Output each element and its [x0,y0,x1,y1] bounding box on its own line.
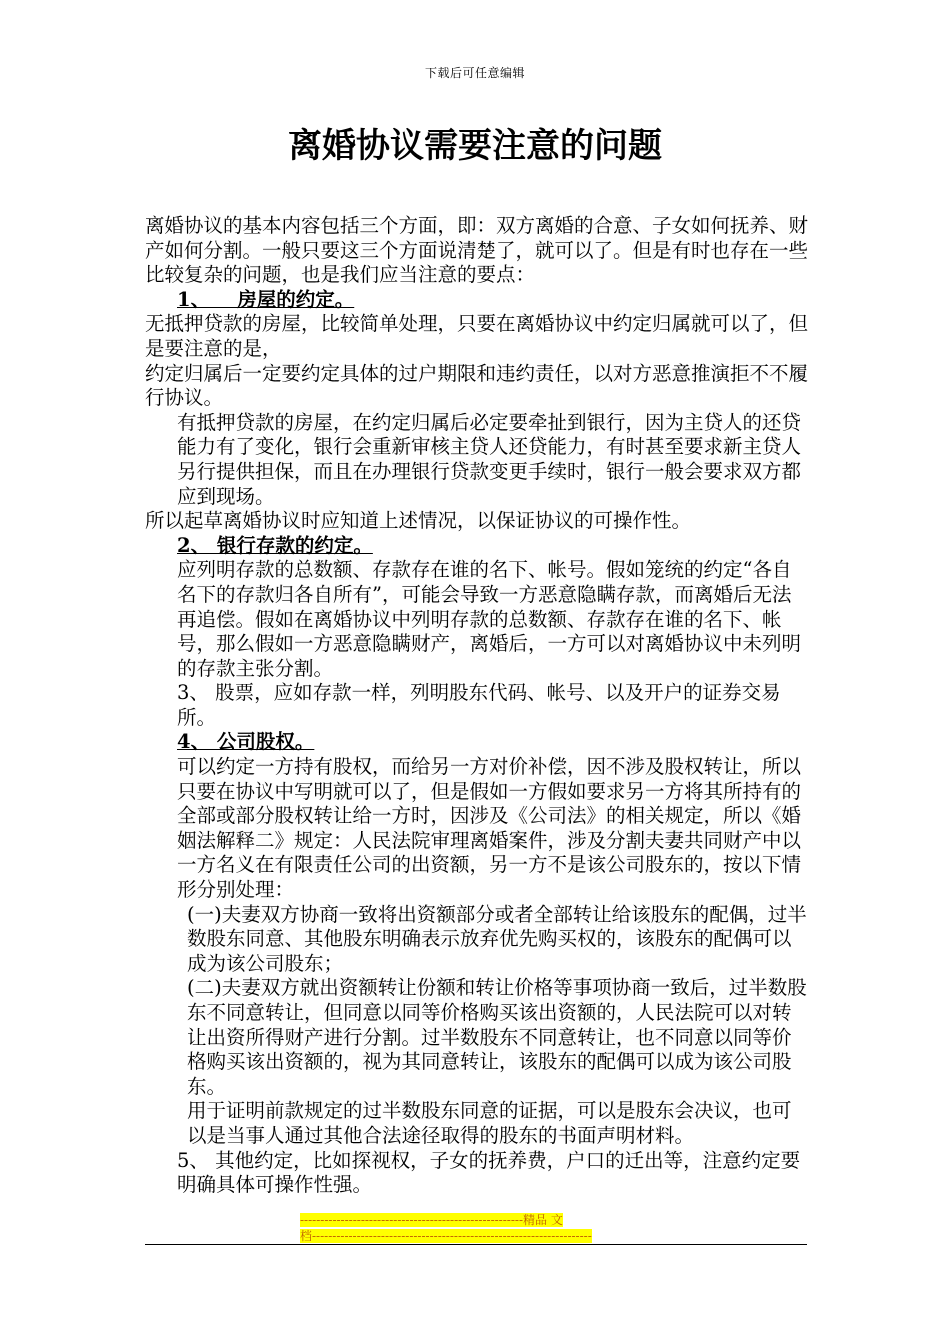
paragraph: 无抵押贷款的房屋，比较简单处理，只要在离婚协议中约定归属就可以了，但是要注意的是， [145,312,809,360]
section-heading-house: 1、 房屋的约定。 [177,287,355,311]
page-title: 离婚协议需要注意的问题 [288,126,662,166]
paragraph: 可以约定一方持有股权，而给另一方对价补偿，因不涉及股权转让，所以只要在协议中写明就可以了，但是假如一方假如要求另一方将其所持有的全部或部分股权转让给一方时，因涉及《公司法》的相关规定，所以《婚姻法解释二》规定：人民法院审理离婚案件，涉及分割夫妻共同财产中以一方名义在有限责任公司的出资额，另一方不是该公司股东的，按以下情形分别处理： [177,755,802,902]
paragraph-stocks: 3、 股票，应如存款一样，列明股东代码、帐号、以及开户的证券交易所。 [177,681,781,729]
paragraph: 用于证明前款规定的过半数股东同意的证据，可以是股东会决议，也可以是当事人通过其他合法途径取得的股东的书面声明材料。 [187,1099,792,1147]
paragraph: 所以起草离婚协议时应知道上述情况，以保证协议的可操作性。 [145,509,692,533]
paragraph: 有抵押贷款的房屋，在约定归属后必定要牵扯到银行，因为主贷人的还贷能力有了变化，银行会重新审核主贷人还贷能力，有时甚至要求新主贷人另行提供担保，而且在办理银行贷款变更手续时，银行一般会要求双方都应到现场。 [177,410,802,508]
header-note: 下载后可任意编辑 [424,66,525,80]
footer-rule [145,1244,807,1245]
paragraph: 离婚协议的基本内容包括三个方面，即：双方离婚的合意、子女如何抚养、财产如何分割。一般只要这三个方面说清楚了，就可以了。但是有时也存在一些比较复杂的问题，也是我们应当注意的要点： [145,214,809,287]
section-heading-equity: 4、 公司股权。 [177,730,315,754]
footer-note [300,1212,650,1244]
footer-line-2: 档--------------------------------------------------------------------- [300,1229,592,1243]
section-heading-deposit: 2、 银行存款的约定。 [177,533,373,557]
paragraph-other: 5、 其他约定，比如探视权，子女的抚养费，户口的迁出等，注意约定要明确具体可操作性强。 [177,1148,801,1197]
document-body [145,214,810,1198]
paragraph: (一)夫妻双方协商一致将出资额部分或者全部转让给该股东的配偶，过半数股东同意、其他股东明确表示放弃优先购买权的，该股东的配偶可以成为该公司股东； [187,902,807,975]
paragraph: 约定归属后一定要约定具体的过户期限和违约责任，以对方恶意推演拒不不履行协议。 [145,361,809,410]
paragraph: 应列明存款的总数额、存款存在谁的名下、帐号。假如笼统的约定“各自名下的存款归各自所有”，可能会导致一方恶意隐瞒存款，而离婚后无法再追偿。假如在离婚协议中列明存款的总数额、存款存在谁的名下、帐号，那么假如一方恶意隐瞒财产，离婚后，一方可以对离婚协议中未列明的存款主张分割。 [177,558,802,680]
paragraph: (二)夫妻双方就出资额转让份额和转让价格等事项协商一致后，过半数股东不同意转让，但同意以同等价格购买该出资额的，人民法院可以对转让出资所得财产进行分割。过半数股东不同意转让，也不同意以同等价格购买该出资额的，视为其同意转让，该股东的配偶可以成为该公司股东。 [187,976,807,1098]
footer-line-1: -------------------------------------------------------精品 文 [300,1213,563,1227]
